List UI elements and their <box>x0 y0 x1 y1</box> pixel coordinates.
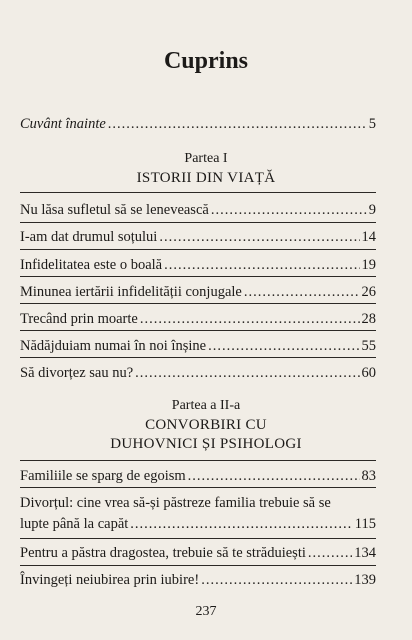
toc-entry-label: Cuvânt înainte <box>20 116 106 132</box>
part-1-label: Partea I <box>184 151 228 166</box>
toc-entry-label: Să divorțez sau nu? <box>20 365 134 381</box>
toc-entry-label: Trecând prin moarte <box>20 311 138 327</box>
toc-entry-page: 134 <box>354 545 376 561</box>
toc-entry-label: Nu lăsa sufletul să se lenevească <box>20 202 209 218</box>
toc-entry <box>20 201 376 219</box>
leader-dots <box>108 115 367 133</box>
divider <box>20 487 376 488</box>
page-title: Cuprins <box>163 48 249 74</box>
divider <box>20 357 376 358</box>
toc-entry <box>20 310 376 328</box>
toc-entry-page: 115 <box>354 516 376 532</box>
toc-entry-page: 14 <box>361 229 376 245</box>
leader-dots <box>140 310 360 328</box>
leader-dots <box>164 256 359 274</box>
toc-entry-label: Familiile se sparg de egoism <box>20 468 186 484</box>
toc-entry-label: Nădăjduiam numai în noi înșine <box>20 338 207 354</box>
toc-entry <box>20 364 376 382</box>
divider <box>20 460 376 461</box>
leader-dots <box>159 228 359 246</box>
toc-entry-label-line1: Divorțul: cine vrea să-și păstreze familia trebuie să se <box>20 495 331 511</box>
leader-dots <box>135 364 359 382</box>
divider <box>20 249 376 250</box>
leader-dots <box>244 283 360 301</box>
leader-dots <box>130 514 352 535</box>
toc-entry-page: 83 <box>361 468 376 484</box>
divider <box>20 538 376 539</box>
divider <box>20 565 376 566</box>
toc-entry-page: 28 <box>361 311 376 327</box>
leader-dots <box>308 544 352 562</box>
toc-entry <box>20 571 376 589</box>
page-number: 237 <box>195 604 217 619</box>
toc-entry-label: I-am dat drumul soțului <box>20 229 158 245</box>
divider <box>20 330 376 331</box>
toc-entry-label-line2: lupte până la capăt <box>20 516 129 532</box>
toc-entry-label: Minunea iertării infidelității conjugale <box>20 284 242 300</box>
toc-entry-page: 55 <box>361 338 376 354</box>
toc-entry <box>20 467 376 485</box>
part-2-title-line2: DUHOVNICI ȘI PSIHOLOGI <box>110 436 302 452</box>
toc-entry-label: Învingeți neiubirea prin iubire! <box>20 572 200 588</box>
part-1-title: ISTORII DIN VIAȚĂ <box>136 170 276 186</box>
leader-dots <box>188 467 360 485</box>
toc-entry <box>20 228 376 246</box>
toc-entry <box>20 283 376 301</box>
toc-entry-page: 9 <box>368 202 376 218</box>
toc-entry-page: 5 <box>368 116 376 132</box>
toc-entry-page: 60 <box>361 365 376 381</box>
divider <box>20 192 376 193</box>
divider <box>20 222 376 223</box>
toc-entry-page: 19 <box>361 257 376 273</box>
divider <box>20 303 376 304</box>
toc-entry-label: Infidelitatea este o boală <box>20 257 163 273</box>
toc-entry-page: 139 <box>354 572 376 588</box>
toc-entry <box>20 493 376 535</box>
toc-entry <box>20 337 376 355</box>
toc-entry-intro <box>20 115 376 133</box>
toc-entry-page: 26 <box>361 284 376 300</box>
toc-entry <box>20 256 376 274</box>
toc-entry <box>20 544 376 562</box>
leader-dots <box>208 337 359 355</box>
part-2-label: Partea a II-a <box>171 398 241 413</box>
part-2-title-line1: CONVORBIRI CU <box>145 417 267 433</box>
leader-dots <box>201 571 352 589</box>
leader-dots <box>211 201 367 219</box>
divider <box>20 276 376 277</box>
toc-entry-label: Pentru a păstra dragostea, trebuie să te străduiești <box>20 545 306 561</box>
